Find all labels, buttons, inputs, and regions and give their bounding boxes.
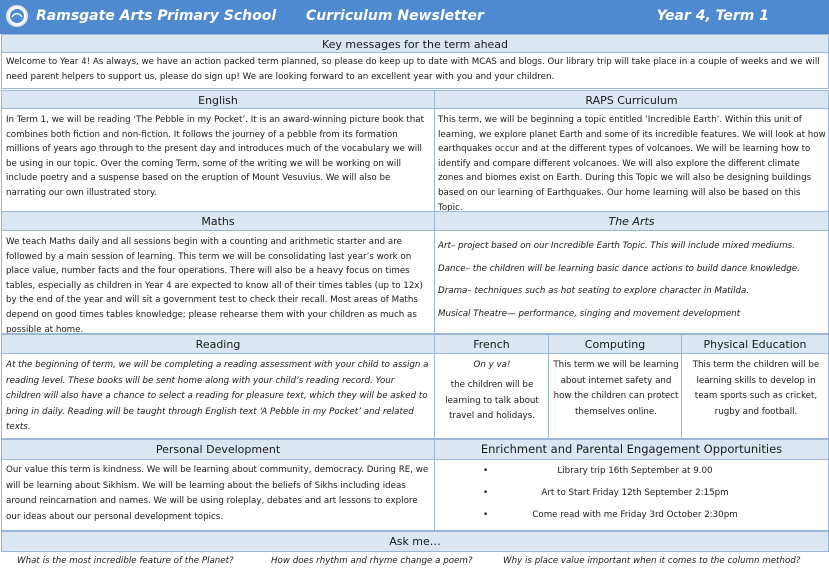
- arts-item: Musical Theatre— performance, singing and movement development: [438, 308, 741, 319]
- key-messages-text: Welcome to Year 4! As always, we have an action packed term planned, so please do keep up to date with MCAS and blogs. Our library trip will take place in a couple of weeks and we will need parent helpers to support us, please do sign up! We are looking forward to an excellent year with you and your children.: [6, 57, 820, 82]
- ask-question: Why is place value important when it comes to the column method?: [503, 556, 801, 566]
- ask-question: What is the most incredible feature of the Planet?: [17, 556, 234, 566]
- key-messages-box: [1, 52, 829, 89]
- reading-text: At the beginning of term, we will be completing a reading assessment with your child to assign a reading level. These books will be sent home along with your child’s reading record. Your children will also have a chance to select a reading for pleasure text, which they will be asked to bring in daily. Reading will be taught through English text ‘A Pebble in my Pocket’ and related texts.: [6, 360, 429, 432]
- enrichment-list: [525, 460, 745, 526]
- ask-heading: Ask me…: [1, 531, 829, 552]
- maths-text: We teach Maths daily and all sessions begin with a counting and arithmetic starter and are followed by a main session of learning. This term we will be consolidating last year’s work on place value, number facts and the four operations. There will also be a heavy focus on times tables, especially as children in Year 4 are expected to know all of their times tables (up to 12x) by the end of the year and will sit a government test to check their recall. Most areas of Maths depend on good times tables knowledge; please rehearse them with your children as much as possible at home.: [6, 237, 423, 334]
- raps-text: This term, we will be beginning a topic entitled ‘Incredible Earth’. Within this unit of learning, we explore planet Earth and some of its incredible features. We will look at how earthquakes occur and at the different types of volcanoes. We will be learning how to identify and compare different volcanoes. We will also explore the different climate zones and biomes exist on Earth. During this Topic we will also be designing buildings based on our learning of Earthquakes. Our home learning will also be based on this Topic.: [438, 115, 826, 212]
- french-text: the children will be learning to talk about travel and holidays.: [445, 380, 539, 421]
- arts-heading: The Arts: [434, 211, 829, 231]
- personal-box: [1, 459, 435, 531]
- reading-heading: Reading: [1, 334, 435, 354]
- french-box: [434, 353, 549, 439]
- french-heading: French: [434, 334, 549, 354]
- enrichment-heading: Enrichment and Parental Engagement Opportunities: [434, 439, 829, 460]
- arts-list: [438, 235, 826, 325]
- english-text: In Term 1, we will be reading ‘The Pebble in my Pocket’. It is an award-winning picture book that combines both fiction and non-fiction. It follows the journey of a pebble from its formation millions of years ago through to the present day and introduces much of the vocabulary we will be using in our topic. Over the coming Term, some of the writing we will be working on will include poetry and a suspense based on the eruption of Mount Vesuvius. We will also be narrating our own illustrated story.: [6, 115, 424, 198]
- enrichment-item: • Come read with me Friday 3rd October 2:30pm: [525, 504, 745, 526]
- ask-question: How does rhythm and rhyme change a poem?: [271, 556, 473, 566]
- maths-box: [1, 230, 435, 334]
- personal-heading: Personal Development: [1, 439, 435, 460]
- french-greeting: On y va!: [473, 360, 511, 370]
- term-label: Year 4, Term 1: [656, 8, 769, 24]
- enrichment-item: • Library trip 16th September at 9.00: [525, 460, 745, 482]
- header-banner: [0, 0, 829, 34]
- computing-box: [548, 353, 682, 439]
- pe-heading: Physical Education: [681, 334, 829, 354]
- reading-box: [1, 353, 435, 439]
- maths-heading: Maths: [1, 211, 435, 231]
- arts-item: Drama– techniques such as hot seating to explore character in Matilda.: [438, 286, 750, 296]
- school-name: Ramsgate Arts Primary School: [36, 8, 277, 24]
- personal-text: Our value this term is kindness. We will be learning about community, democracy. During RE, we will be learning about Sikhism. We will be learning about the beliefs of Sikhs including ideas around reincarnation and names. We will be using roleplay, debates and art lessons to explore our ideas about our personal development topics.: [6, 465, 429, 522]
- newsletter-title: Curriculum Newsletter: [306, 8, 484, 24]
- school-logo-icon: [6, 5, 28, 27]
- english-box: [1, 108, 435, 212]
- computing-heading: Computing: [548, 334, 682, 354]
- pe-text: This term the children will be learning skills to develop in team sports such as cricket, rugby and football.: [692, 360, 820, 417]
- raps-box: [434, 108, 829, 212]
- arts-item: Dance– the children will be learning basic dance actions to build dance knowledge.: [438, 263, 800, 274]
- english-heading: English: [1, 90, 435, 109]
- arts-item: Art– project based on our Incredible Earth Topic. This will include mixed mediums.: [438, 241, 795, 251]
- key-messages-heading: Key messages for the term ahead: [1, 34, 829, 53]
- arts-box: [434, 230, 829, 334]
- enrichment-box: [434, 459, 829, 531]
- raps-heading: RAPS Curriculum: [434, 90, 829, 109]
- computing-text: This term we will be learning about internet safety and how the children can protect themselves online.: [553, 360, 679, 417]
- pe-box: [681, 353, 829, 439]
- enrichment-item: • Art to Start Friday 12th September 2:15pm: [525, 482, 745, 504]
